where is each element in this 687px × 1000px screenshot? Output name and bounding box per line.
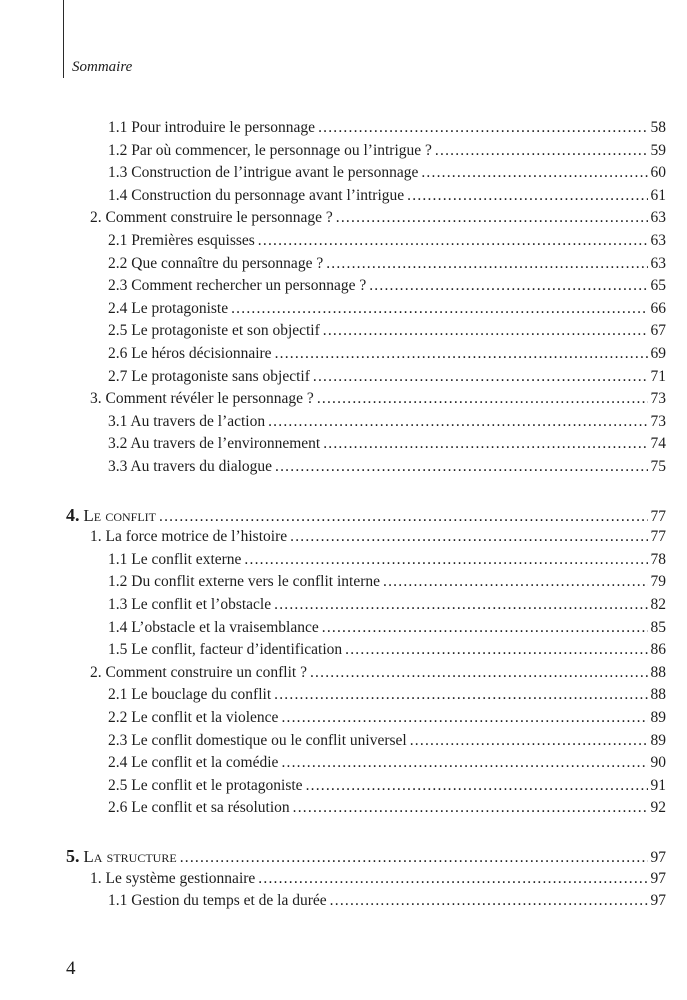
toc-page-number: 61 [650, 186, 666, 204]
toc-entry-label: 2. Comment construire un conflit ? [90, 663, 307, 681]
toc-entry [108, 731, 666, 751]
toc-entry-label: 1. La force motrice de l’histoire [90, 528, 288, 546]
toc-entry-label: 1.1 Le conflit externe [108, 550, 242, 568]
chapter-number: 4. [66, 504, 80, 525]
toc-entry-label: 2.3 Le conflit domestique ou le conflit universel [108, 731, 407, 749]
toc-entry-label: 2.2 Que connaître du personnage ? [108, 254, 324, 272]
toc-entry [108, 321, 666, 341]
toc-entry-label: 1.2 Du conflit externe vers le conflit interne [108, 573, 381, 591]
toc-page-number: 71 [650, 367, 666, 385]
toc-chapter-entry [66, 846, 666, 868]
dot-leader [317, 389, 648, 409]
toc-entry-label: 1.2 Par où commencer, le personnage ou l’intrigue ? [108, 141, 432, 159]
toc-page-number: 92 [650, 799, 666, 817]
toc-page-number: 63 [650, 209, 666, 227]
toc-entry-label: 2.7 Le protagoniste sans objectif [108, 367, 310, 385]
dot-leader [326, 254, 647, 274]
toc-entry-label: 1.3 Construction de l’intrigue avant le personnage [108, 164, 419, 182]
toc-page-number: 90 [650, 754, 666, 772]
toc-page-number: 77 [650, 528, 666, 546]
dot-leader [310, 663, 648, 683]
chapter-title: Le conflit [83, 505, 157, 525]
toc-entry [108, 412, 666, 432]
toc-entry [108, 572, 666, 592]
toc-entry [108, 618, 666, 638]
toc-entry [108, 595, 666, 615]
toc-entry-label: 2.1 Le bouclage du conflit [108, 686, 272, 704]
toc-page-number: 88 [650, 663, 666, 681]
toc-page-number: 74 [650, 435, 666, 453]
toc-page-number: 78 [650, 550, 666, 568]
toc-entry [108, 276, 666, 296]
toc-chapter-entry [66, 505, 666, 527]
toc-entry [108, 118, 666, 138]
toc-entry-label: 1. Le système gestionnaire [90, 869, 256, 887]
dot-leader [435, 141, 648, 161]
toc-entry-label: 3. Comment révéler le personnage ? [90, 390, 314, 408]
toc-page-number: 97 [650, 849, 666, 866]
toc-entry [108, 434, 666, 454]
toc-entry [108, 299, 666, 319]
toc-entry-label: 1.1 Gestion du temps et de la durée [108, 892, 327, 910]
dot-leader [275, 457, 647, 477]
toc-entry-label: 2.1 Premières esquisses [108, 232, 255, 249]
toc-entry [90, 869, 666, 889]
toc-page-number: 73 [650, 390, 666, 408]
toc-entry-label [66, 505, 156, 527]
toc-entry [108, 163, 666, 183]
dot-leader [410, 731, 648, 751]
toc-entry-label: 2.5 Le protagoniste et son objectif [108, 322, 320, 340]
toc-page-number: 79 [650, 573, 666, 591]
toc-page-number: 75 [650, 458, 666, 475]
dot-leader [330, 891, 648, 911]
margin-rule [63, 0, 64, 78]
toc-page-number: 63 [650, 232, 666, 249]
toc-entry-label: 2.6 Le conflit et sa résolution [108, 799, 290, 817]
toc-page-number: 82 [650, 596, 666, 613]
toc-page-number: 66 [650, 299, 666, 317]
toc-entry [108, 367, 666, 387]
dot-leader [159, 507, 647, 527]
toc-entry-label [66, 846, 177, 868]
toc-page-number: 97 [650, 869, 666, 887]
page-number: 4 [66, 958, 76, 979]
toc-entry [108, 798, 666, 818]
dot-leader [318, 118, 647, 138]
dot-leader [421, 163, 647, 183]
toc-entry [108, 891, 666, 911]
toc-entry-label: 2.4 Le conflit et la comédie [108, 754, 279, 772]
dot-leader [274, 685, 647, 705]
toc-page-number: 77 [650, 507, 666, 525]
toc-entry [108, 344, 666, 364]
toc-entry [90, 389, 666, 409]
chapter-title: La structure [83, 847, 177, 866]
toc-entry [108, 776, 666, 796]
toc-page-number: 60 [650, 164, 666, 182]
toc-entry-label: 2.3 Comment rechercher un personnage ? [108, 277, 367, 295]
dot-leader [383, 572, 647, 592]
toc-page-number: 85 [650, 618, 666, 636]
toc-page-number: 97 [650, 892, 666, 910]
toc-entry-label: 3.1 Au travers de l’action [108, 412, 266, 430]
toc-entry [108, 708, 666, 728]
dot-leader [274, 595, 647, 615]
toc-entry [108, 231, 666, 251]
toc-page-number: 65 [650, 277, 666, 295]
toc-entry-label: 2.2 Le conflit et la violence [108, 709, 279, 726]
toc-page-number: 58 [650, 119, 666, 136]
toc-entry-label: 1.3 Le conflit et l’obstacle [108, 596, 272, 613]
toc-page-number: 88 [650, 686, 666, 704]
toc-entry [90, 663, 666, 683]
toc-entry-label: 3.3 Au travers du dialogue [108, 458, 273, 475]
toc-entry [108, 550, 666, 570]
dot-leader [407, 186, 647, 206]
toc-page-number: 59 [650, 141, 666, 159]
toc-entry [108, 685, 666, 705]
toc-entry [108, 186, 666, 206]
chapter-number: 5. [66, 846, 80, 866]
dot-leader [313, 367, 648, 387]
toc-page-number: 73 [650, 412, 666, 430]
dot-leader [281, 753, 647, 773]
toc-entry [108, 457, 666, 477]
toc-entry-label: 1.5 Le conflit, facteur d’identification [108, 641, 343, 659]
dot-leader [293, 798, 648, 818]
toc-entry-label: 2.6 Le héros décisionnaire [108, 345, 272, 362]
dot-leader [323, 434, 647, 454]
dot-leader [306, 776, 648, 796]
dot-leader [275, 344, 648, 364]
toc-page-number: 67 [650, 322, 666, 340]
toc-page-number: 63 [650, 254, 666, 272]
toc-entry-label: 1.4 Construction du personnage avant l’intrigue [108, 186, 405, 204]
dot-leader [290, 527, 647, 547]
dot-leader [268, 412, 647, 432]
toc-entry-label: 1.4 L’obstacle et la vraisemblance [108, 618, 319, 636]
toc-entry-label: 1.1 Pour introduire le personnage [108, 119, 316, 136]
toc-page-number: 69 [650, 345, 666, 362]
toc-entry-label: 2. Comment construire le personnage ? [90, 209, 333, 227]
dot-leader [180, 848, 648, 868]
toc-page-number: 86 [650, 641, 666, 659]
dot-leader [322, 618, 648, 638]
dot-leader [231, 299, 647, 319]
dot-leader [336, 208, 648, 228]
toc-page-number: 91 [650, 776, 666, 794]
toc-page-number: 89 [650, 709, 666, 726]
toc-entry [108, 141, 666, 161]
dot-leader [258, 231, 648, 251]
toc-entry [90, 208, 666, 228]
toc-entry [90, 527, 666, 547]
toc-entry [108, 254, 666, 274]
dot-leader [258, 869, 647, 889]
running-header: Sommaire [72, 59, 133, 75]
toc-entry-label: 2.5 Le conflit et le protagoniste [108, 776, 303, 794]
toc-entry [108, 640, 666, 660]
dot-leader [369, 276, 647, 296]
dot-leader [345, 640, 647, 660]
toc-page-number: 89 [650, 731, 666, 749]
dot-leader [323, 321, 648, 341]
toc-entry-label: 3.2 Au travers de l’environnement [108, 435, 321, 453]
toc-entry-label: 2.4 Le protagoniste [108, 299, 229, 317]
dot-leader [281, 708, 647, 728]
toc-entry [108, 753, 666, 773]
dot-leader [244, 550, 647, 570]
